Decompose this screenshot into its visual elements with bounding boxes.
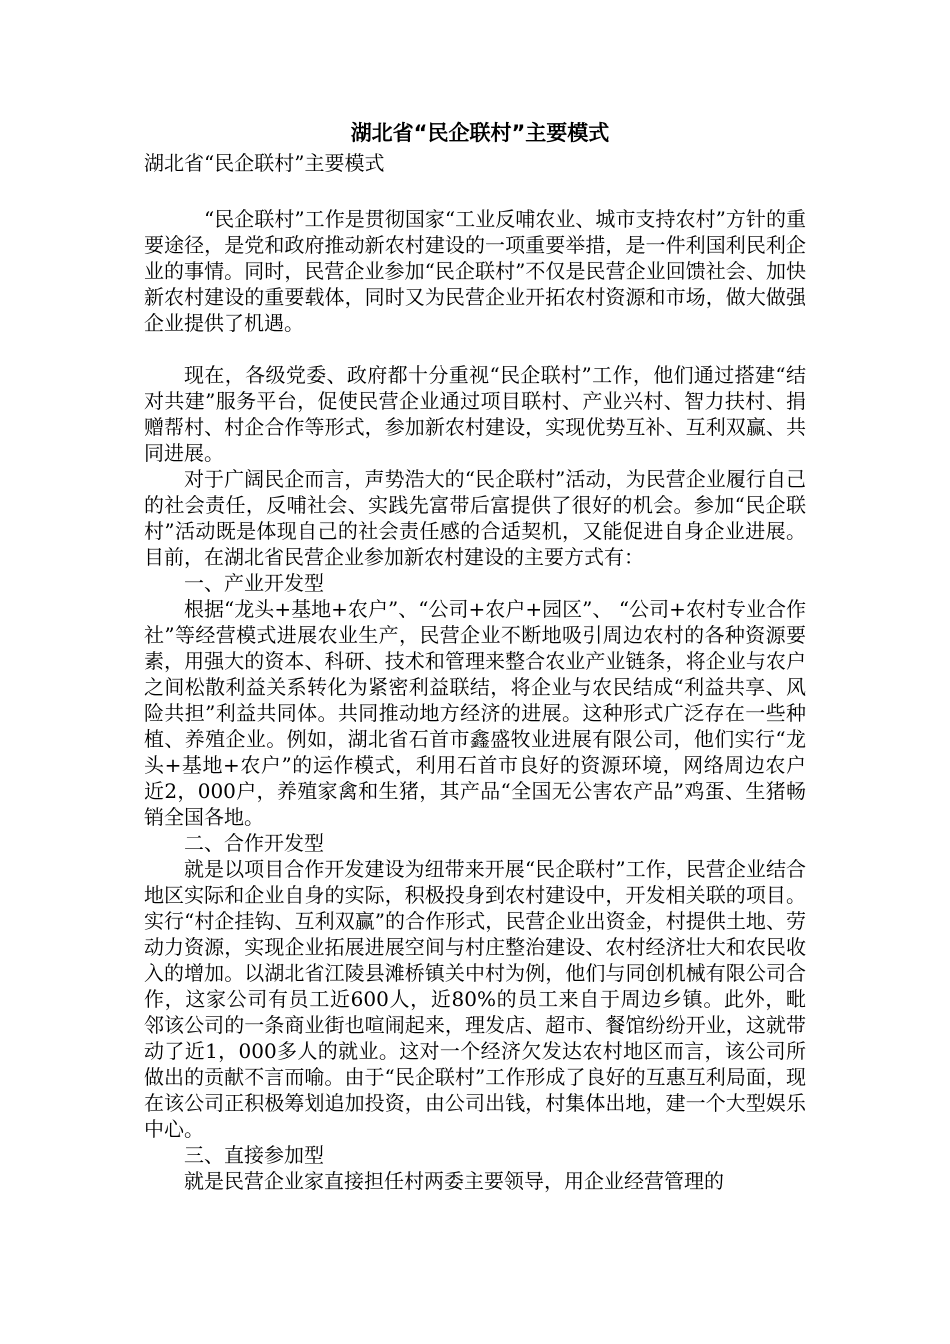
body-paragraph: 现在，各级党委、政府都十分重视“民企联村”工作，他们通过搭建“结对共建”服务平台，促使民营企业通过项目联村、产业兴村、智力扶村、捐赠帮村、村企合作等形式，参加新农村建设，实现优势互补、互利双赢、共同进展。 bbox=[144, 363, 806, 465]
document-subtitle: 湖北省“民企联村”主要模式 bbox=[144, 151, 385, 175]
document-title: 湖北省“民企联村”主要模式 bbox=[350, 121, 610, 145]
document-page bbox=[144, 118, 806, 1194]
section-body: 根据“龙头+基地+农户”、“公司+农户+园区”、 “公司+农村专业合作社”等经营模式进展农业生产，民营企业不断地吸引周边农村的各种资源要素，用强大的资本、科研、技术和管理来整合农业产业链条，将企业与农户之间松散利益关系转化为紧密利益联结，将企业与农民结成“利益共享、风险共担”利益共同体。共同推动地方经济的进展。这种形式广泛存在一些种植、养殖企业。例如，湖北省石首市鑫盛牧业进展有限公司，他们实行“龙头+基地+农户”的运作模式，利用石首市良好的资源环境，网络周边农户近2，000户，养殖家禽和生猪，其产品“全国无公害农产品”鸡蛋、生猪畅销全国各地。 bbox=[144, 597, 806, 829]
section-heading: 一、产业开发型 bbox=[184, 571, 324, 595]
section-body: 就是以项目合作开发建设为纽带来开展“民企联村”工作，民营企业结合地区实际和企业自身的实际，积极投身到农村建设中，开发相关联的项目。实行“村企挂钩、互利双赢”的合作形式，民营企业出资金，村提供土地、劳动力资源，实现企业拓展进展空间与村庄整治建设、农村经济壮大和农民收入的增加。以湖北省江陵县滩桥镇关中村为例，他们与同创机械有限公司合作，这家公司有员工近600人，近80%的员工来自于周边乡镇。此外，毗邻该公司的一条商业街也喧闹起来，理发店、超市、餐馆纷纷开业，这就带动了近1，000多人的就业。这对一个经济欠发达农村地区而言，该公司所做出的贡献不言而喻。由于“民企联村”工作形成了良好的互惠互利局面，现在该公司正积极筹划追加投资，由公司出钱，村集体出地，建一个大型娱乐中心。 bbox=[144, 857, 806, 1141]
section-heading: 二、合作开发型 bbox=[184, 831, 324, 855]
body-paragraph: 对于广阔民企而言，声势浩大的“民企联村”活动，为民营企业履行自己的社会责任，反哺社会、实践先富带后富提供了很好的机会。参加“民企联村”活动既是体现自己的社会责任感的合适契机，又能促进自身企业进展。目前，在湖北省民营企业参加新农村建设的主要方式有： bbox=[144, 467, 806, 569]
intro-paragraph: “民企联村”工作是贯彻国家“工业反哺农业、城市支持农村”方针的重要途径，是党和政府推动新农村建设的一项重要举措，是一件利国利民利企业的事情。同时，民营企业参加“民企联村”不仅是民营企业回馈社会、加快新农村建设的重要载体，同时又为民营企业开拓农村资源和市场，做大做强企业提供了机遇。 bbox=[144, 207, 806, 335]
section-body: 就是民营企业家直接担任村两委主要领导，用企业经营管理的 bbox=[184, 1169, 724, 1193]
section-heading: 三、直接参加型 bbox=[184, 1143, 324, 1167]
